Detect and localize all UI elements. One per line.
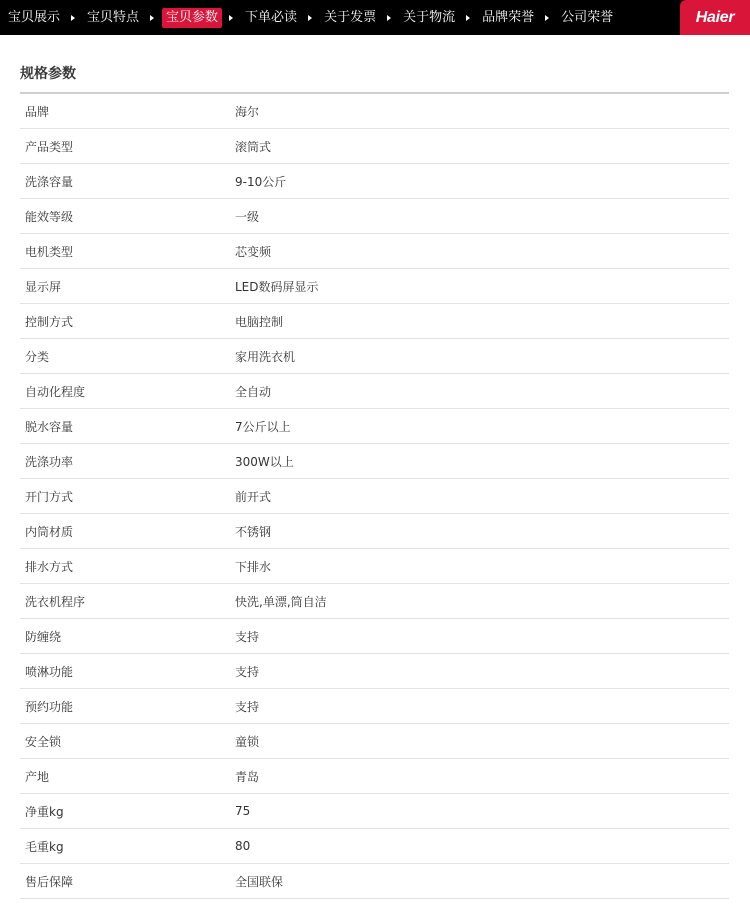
spec-value: 快洗,单漂,筒自洁: [235, 584, 729, 619]
spec-key: 分类: [20, 339, 235, 374]
spec-row: [20, 199, 729, 234]
nav-item-0[interactable]: 宝贝展示: [8, 10, 61, 25]
spec-value: 青岛: [235, 759, 729, 794]
spec-row: [20, 269, 729, 304]
spec-row: [20, 689, 729, 724]
spec-key: 控制方式: [20, 304, 235, 339]
spec-row: [20, 654, 729, 689]
spec-value: 全国联保: [235, 864, 729, 899]
spec-row: [20, 794, 729, 829]
spec-table: [20, 94, 729, 899]
spec-row: [20, 549, 729, 584]
spec-key: 防缠绕: [20, 619, 235, 654]
nav-arrow-icon: [545, 15, 549, 21]
spec-row: [20, 339, 729, 374]
spec-row: [20, 514, 729, 549]
spec-key: 产品类型: [20, 129, 235, 164]
spec-key: 安全锁: [20, 724, 235, 759]
spec-key: 产地: [20, 759, 235, 794]
spec-value: 300W以上: [235, 444, 729, 479]
spec-row: [20, 759, 729, 794]
spec-key: 售后保障: [20, 864, 235, 899]
spec-row: [20, 374, 729, 409]
haier-logo[interactable]: Haier: [680, 0, 750, 35]
spec-key: 排水方式: [20, 549, 235, 584]
nav-item-7[interactable]: 公司荣誉: [561, 10, 614, 25]
nav-item-5[interactable]: 关于物流: [403, 10, 456, 25]
spec-key: 毛重kg: [20, 829, 235, 864]
spec-row: [20, 409, 729, 444]
spec-key: 洗衣机程序: [20, 584, 235, 619]
spec-value: 芯变频: [235, 234, 729, 269]
spec-value: 支持: [235, 619, 729, 654]
spec-value: 一级: [235, 199, 729, 234]
spec-key: 自动化程度: [20, 374, 235, 409]
nav-items: [4, 8, 617, 28]
spec-key: 开门方式: [20, 479, 235, 514]
nav-arrow-icon: [308, 15, 312, 21]
nav-arrow-icon: [466, 15, 470, 21]
nav-item-1[interactable]: 宝贝特点: [87, 10, 140, 25]
nav-arrow-icon: [229, 15, 233, 21]
spec-row: [20, 234, 729, 269]
spec-key: 洗涤功率: [20, 444, 235, 479]
spec-table-body: [20, 94, 729, 899]
spec-key: 脱水容量: [20, 409, 235, 444]
spec-value: 7公斤以上: [235, 409, 729, 444]
spec-value: 不锈钢: [235, 514, 729, 549]
spec-row: [20, 619, 729, 654]
spec-value: 下排水: [235, 549, 729, 584]
spec-value: 9-10公斤: [235, 164, 729, 199]
spec-value: 75: [235, 794, 729, 829]
spec-row: [20, 304, 729, 339]
spec-row: [20, 864, 729, 899]
spec-key: 预约功能: [20, 689, 235, 724]
spec-key: 洗涤容量: [20, 164, 235, 199]
nav-arrow-icon: [71, 15, 75, 21]
spec-value: 80: [235, 829, 729, 864]
nav-item-6[interactable]: 品牌荣誉: [482, 10, 535, 25]
spec-value: 家用洗衣机: [235, 339, 729, 374]
nav-item-2[interactable]: 宝贝参数: [162, 8, 222, 28]
spec-row: [20, 829, 729, 864]
spec-key: 净重kg: [20, 794, 235, 829]
spec-row: [20, 724, 729, 759]
spec-row: [20, 94, 729, 129]
spec-value: 滚筒式: [235, 129, 729, 164]
spec-value: LED数码屏显示: [235, 269, 729, 304]
spec-key: 喷淋功能: [20, 654, 235, 689]
spec-value: 童锁: [235, 724, 729, 759]
spec-value: 海尔: [235, 94, 729, 129]
spec-key: 内筒材质: [20, 514, 235, 549]
spec-section-title: 规格参数: [20, 56, 729, 94]
spec-row: [20, 584, 729, 619]
nav-arrow-icon: [387, 15, 391, 21]
spec-value: 电脑控制: [235, 304, 729, 339]
spec-key: 电机类型: [20, 234, 235, 269]
spec-row: [20, 479, 729, 514]
nav-item-4[interactable]: 关于发票: [324, 10, 377, 25]
spec-value: 全自动: [235, 374, 729, 409]
spec-section: [20, 56, 729, 899]
spec-key: 显示屏: [20, 269, 235, 304]
top-nav-bar: [0, 0, 750, 35]
spec-value: 支持: [235, 689, 729, 724]
spec-key: 品牌: [20, 94, 235, 129]
spec-value: 前开式: [235, 479, 729, 514]
nav-item-3[interactable]: 下单必读: [245, 10, 298, 25]
spec-row: [20, 444, 729, 479]
spec-key: 能效等级: [20, 199, 235, 234]
spec-value: 支持: [235, 654, 729, 689]
spec-row: [20, 164, 729, 199]
nav-arrow-icon: [150, 15, 154, 21]
spec-row: [20, 129, 729, 164]
